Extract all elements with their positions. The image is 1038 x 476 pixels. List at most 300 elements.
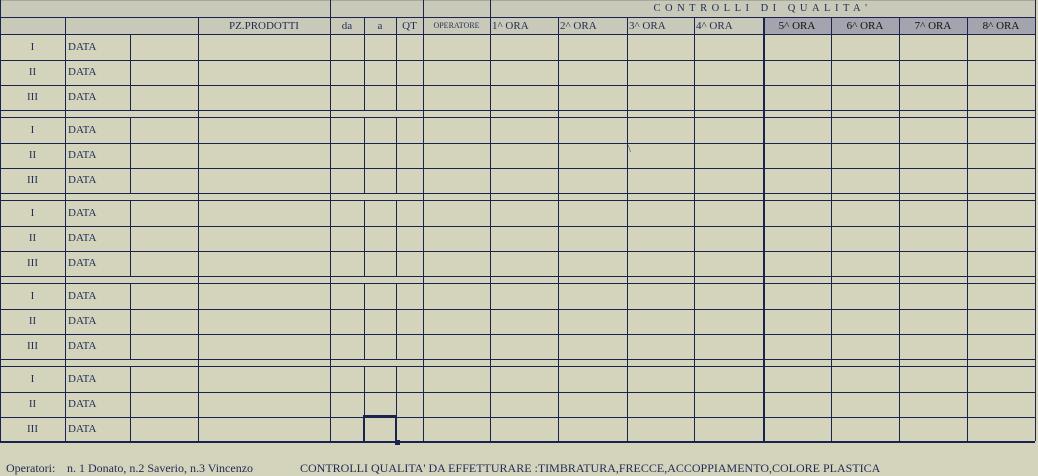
row-number-II: II xyxy=(28,149,37,161)
entry-cell[interactable] xyxy=(694,417,763,442)
entry-cell[interactable] xyxy=(396,251,423,276)
entry-cell[interactable] xyxy=(763,284,831,309)
entry-cell[interactable] xyxy=(198,143,330,168)
entry-cell[interactable] xyxy=(423,226,490,251)
entry-cell[interactable] xyxy=(330,201,364,226)
entry-cell[interactable] xyxy=(831,143,899,168)
entry-cell[interactable] xyxy=(330,226,364,251)
entry-cell[interactable] xyxy=(558,284,627,309)
entry-cell[interactable] xyxy=(396,392,423,417)
row-number-II: II xyxy=(28,66,37,78)
entry-cell[interactable] xyxy=(967,417,1035,442)
row-number-I: I xyxy=(30,290,35,302)
grid-hline xyxy=(0,17,1035,18)
grid-vline xyxy=(0,0,1,441)
entry-cell[interactable] xyxy=(490,284,558,309)
entry-cell[interactable] xyxy=(694,201,763,226)
grid-vline xyxy=(396,284,397,359)
grid-vline xyxy=(396,201,397,276)
row-number-II: II xyxy=(28,398,37,410)
entry-cell[interactable] xyxy=(490,168,558,193)
entry-cell[interactable] xyxy=(130,118,198,143)
entry-cell[interactable] xyxy=(330,35,364,60)
entry-cell[interactable] xyxy=(899,35,967,60)
entry-cell[interactable] xyxy=(694,85,763,110)
entry-cell[interactable] xyxy=(130,85,198,110)
row-number-III: III xyxy=(27,174,38,186)
grid-vline xyxy=(330,18,331,441)
entry-cell[interactable] xyxy=(130,226,198,251)
grid-hline xyxy=(0,85,1035,86)
entry-cell[interactable] xyxy=(558,392,627,417)
grid-hline xyxy=(0,193,1035,194)
entry-cell[interactable] xyxy=(330,60,364,85)
grid-vline xyxy=(423,0,424,18)
entry-cell[interactable] xyxy=(423,201,490,226)
entry-cell[interactable] xyxy=(558,118,627,143)
entry-cell[interactable] xyxy=(627,251,694,276)
entry-cell[interactable] xyxy=(364,392,396,417)
entry-cell[interactable] xyxy=(198,309,330,334)
data-label: DATA xyxy=(68,124,97,136)
entry-cell[interactable] xyxy=(763,334,831,359)
data-label: DATA xyxy=(68,290,97,302)
operators-label: Operatori: xyxy=(6,461,56,475)
entry-cell[interactable] xyxy=(899,85,967,110)
grid-vline xyxy=(490,18,491,441)
entry-cell[interactable] xyxy=(694,143,763,168)
entry-cell[interactable] xyxy=(899,309,967,334)
grid-hline xyxy=(0,143,1035,144)
data-label: DATA xyxy=(68,423,97,435)
entry-cell[interactable] xyxy=(763,226,831,251)
entry-cell[interactable] xyxy=(763,417,831,442)
entry-cell[interactable] xyxy=(198,334,330,359)
entry-cell[interactable] xyxy=(763,392,831,417)
entry-cell[interactable] xyxy=(831,417,899,442)
entry-cell[interactable] xyxy=(831,392,899,417)
entry-cell[interactable] xyxy=(130,309,198,334)
entry-cell[interactable] xyxy=(627,367,694,392)
entry-cell[interactable] xyxy=(627,226,694,251)
entry-cell[interactable] xyxy=(558,85,627,110)
entry-cell[interactable] xyxy=(198,118,330,143)
row-number-I: I xyxy=(30,207,35,219)
hour-header-1: 1^ ORA xyxy=(490,18,558,34)
hour-header-3: 3^ ORA xyxy=(627,18,694,34)
grid-vline xyxy=(1035,0,1036,441)
entry-cell[interactable] xyxy=(198,392,330,417)
grid-vline xyxy=(490,0,491,18)
entry-cell[interactable] xyxy=(396,118,423,143)
entry-cell[interactable] xyxy=(831,309,899,334)
entry-cell[interactable] xyxy=(967,251,1035,276)
entry-cell[interactable] xyxy=(330,367,364,392)
entry-cell[interactable] xyxy=(130,143,198,168)
entry-cell[interactable] xyxy=(490,118,558,143)
hour-header-7: 7^ ORA xyxy=(899,18,967,34)
entry-cell[interactable] xyxy=(490,85,558,110)
entry-cell[interactable] xyxy=(967,392,1035,417)
entry-cell[interactable] xyxy=(899,201,967,226)
entry-cell[interactable] xyxy=(967,168,1035,193)
entry-cell[interactable] xyxy=(364,334,396,359)
entry-cell[interactable] xyxy=(130,334,198,359)
entry-cell[interactable] xyxy=(763,309,831,334)
entry-cell[interactable] xyxy=(423,392,490,417)
da-header: da xyxy=(330,18,364,34)
entry-cell[interactable] xyxy=(330,309,364,334)
entry-cell[interactable] xyxy=(198,168,330,193)
entry-cell[interactable] xyxy=(899,284,967,309)
data-label: DATA xyxy=(68,257,97,269)
entry-cell[interactable] xyxy=(967,367,1035,392)
entry-cell[interactable] xyxy=(396,60,423,85)
entry-cell[interactable] xyxy=(831,168,899,193)
row-number-II: II xyxy=(28,232,37,244)
row-number-III: III xyxy=(27,340,38,352)
entry-cell[interactable] xyxy=(490,143,558,168)
grid-hline xyxy=(0,283,1035,284)
entry-cell[interactable] xyxy=(694,35,763,60)
entry-cell[interactable] xyxy=(627,284,694,309)
entry-cell[interactable] xyxy=(364,309,396,334)
entry-cell[interactable] xyxy=(198,60,330,85)
entry-cell[interactable] xyxy=(423,251,490,276)
entry-cell[interactable] xyxy=(130,201,198,226)
entry-cell[interactable] xyxy=(627,168,694,193)
entry-cell[interactable] xyxy=(899,367,967,392)
quality-controls-title: CONTROLLI DI QUALITA' xyxy=(490,0,1035,18)
entry-cell[interactable] xyxy=(967,60,1035,85)
entry-cell[interactable] xyxy=(763,118,831,143)
entry-cell[interactable] xyxy=(763,35,831,60)
entry-cell[interactable] xyxy=(627,85,694,110)
entry-cell[interactable] xyxy=(899,334,967,359)
entry-cell[interactable] xyxy=(396,417,423,442)
grid-vline xyxy=(130,201,131,276)
entry-cell[interactable] xyxy=(490,392,558,417)
entry-cell[interactable] xyxy=(558,417,627,442)
entry-cell[interactable] xyxy=(423,35,490,60)
selection-fill-handle[interactable] xyxy=(395,440,400,445)
entry-cell[interactable] xyxy=(558,143,627,168)
entry-cell[interactable] xyxy=(330,143,364,168)
entry-cell[interactable] xyxy=(198,201,330,226)
entry-cell[interactable] xyxy=(899,60,967,85)
entry-cell[interactable] xyxy=(967,118,1035,143)
entry-cell[interactable] xyxy=(130,251,198,276)
entry-cell[interactable] xyxy=(967,35,1035,60)
grid-hline xyxy=(0,334,1035,335)
entry-cell[interactable] xyxy=(423,118,490,143)
entry-cell[interactable] xyxy=(423,334,490,359)
grid-vline xyxy=(396,35,397,110)
entry-cell[interactable] xyxy=(899,168,967,193)
grid-vline xyxy=(364,284,365,359)
entry-cell[interactable] xyxy=(899,226,967,251)
grid-hline xyxy=(0,60,1035,61)
entry-cell[interactable] xyxy=(423,309,490,334)
entry-cell[interactable] xyxy=(396,168,423,193)
operators-list: n. 1 Donato, n.2 Saverio, n.3 Vincenzo xyxy=(67,461,254,475)
entry-cell[interactable] xyxy=(364,251,396,276)
entry-cell[interactable] xyxy=(763,168,831,193)
entry-cell[interactable] xyxy=(558,35,627,60)
entry-cell[interactable] xyxy=(490,367,558,392)
entry-cell[interactable] xyxy=(558,168,627,193)
entry-cell[interactable] xyxy=(694,309,763,334)
entry-cell[interactable] xyxy=(364,226,396,251)
entry-cell[interactable] xyxy=(396,85,423,110)
entry-cell[interactable] xyxy=(130,168,198,193)
entry-cell[interactable] xyxy=(130,284,198,309)
entry-cell[interactable] xyxy=(490,417,558,442)
grid-hline xyxy=(0,226,1035,227)
entry-cell[interactable] xyxy=(763,367,831,392)
row-number-I: I xyxy=(30,124,35,136)
data-label: DATA xyxy=(68,91,97,103)
entry-cell[interactable] xyxy=(130,417,198,442)
entry-cell[interactable] xyxy=(899,143,967,168)
entry-cell[interactable] xyxy=(330,417,364,442)
data-label: DATA xyxy=(68,373,97,385)
entry-cell[interactable] xyxy=(490,251,558,276)
entry-cell[interactable] xyxy=(364,367,396,392)
entry-cell[interactable] xyxy=(967,284,1035,309)
grid-vline xyxy=(423,18,424,441)
entry-cell[interactable] xyxy=(423,143,490,168)
entry-cell[interactable] xyxy=(831,118,899,143)
entry-cell[interactable] xyxy=(763,60,831,85)
entry-cell[interactable] xyxy=(198,284,330,309)
grid-vline xyxy=(396,118,397,193)
grid-hline xyxy=(0,34,1035,35)
entry-cell[interactable] xyxy=(396,201,423,226)
entry-cell[interactable] xyxy=(763,201,831,226)
entry-cell[interactable] xyxy=(967,334,1035,359)
entry-cell[interactable] xyxy=(899,118,967,143)
entry-cell[interactable] xyxy=(198,85,330,110)
stray-mark: \ xyxy=(628,145,631,155)
entry-cell[interactable] xyxy=(364,60,396,85)
entry-cell[interactable] xyxy=(396,367,423,392)
grid-hline xyxy=(0,309,1035,310)
entry-cell[interactable] xyxy=(694,60,763,85)
entry-cell[interactable] xyxy=(130,367,198,392)
entry-cell[interactable] xyxy=(694,251,763,276)
entry-cell[interactable] xyxy=(423,417,490,442)
grid-hline xyxy=(0,359,1035,360)
entry-cell[interactable] xyxy=(831,226,899,251)
row-number-I: I xyxy=(30,373,35,385)
entry-cell[interactable] xyxy=(423,60,490,85)
entry-cell[interactable] xyxy=(490,226,558,251)
grid-vline xyxy=(364,35,365,110)
row-number-III: III xyxy=(27,91,38,103)
entry-cell[interactable] xyxy=(831,35,899,60)
entry-cell[interactable] xyxy=(330,168,364,193)
entry-cell[interactable] xyxy=(198,367,330,392)
data-label: DATA xyxy=(68,398,97,410)
entry-cell[interactable] xyxy=(130,35,198,60)
grid-vline xyxy=(364,18,365,34)
entry-cell[interactable] xyxy=(198,35,330,60)
entry-cell[interactable] xyxy=(330,334,364,359)
grid-vline xyxy=(396,18,397,34)
entry-cell[interactable] xyxy=(330,85,364,110)
entry-cell[interactable] xyxy=(899,392,967,417)
entry-cell[interactable] xyxy=(694,226,763,251)
data-label: DATA xyxy=(68,207,97,219)
entry-cell[interactable] xyxy=(130,392,198,417)
entry-cell[interactable] xyxy=(899,251,967,276)
entry-cell[interactable] xyxy=(763,251,831,276)
grid-hline xyxy=(0,251,1035,252)
grid-hline xyxy=(0,0,1035,1)
grid-vline xyxy=(831,18,832,441)
entry-cell[interactable] xyxy=(330,118,364,143)
grid-vline xyxy=(763,18,765,441)
data-label: DATA xyxy=(68,315,97,327)
entry-cell[interactable] xyxy=(627,60,694,85)
entry-cell[interactable] xyxy=(967,201,1035,226)
entry-cell[interactable] xyxy=(763,85,831,110)
entry-cell[interactable] xyxy=(694,367,763,392)
hour-header-5: 5^ ORA xyxy=(763,18,831,34)
grid-hline xyxy=(0,441,1035,442)
entry-cell[interactable] xyxy=(330,251,364,276)
entry-cell[interactable] xyxy=(694,334,763,359)
entry-cell[interactable] xyxy=(967,309,1035,334)
entry-cell[interactable] xyxy=(967,143,1035,168)
operatore-header: OPERATORE xyxy=(423,18,490,34)
entry-cell[interactable] xyxy=(831,251,899,276)
entry-cell[interactable] xyxy=(627,309,694,334)
entry-cell[interactable] xyxy=(396,334,423,359)
entry-cell[interactable] xyxy=(558,201,627,226)
entry-cell[interactable] xyxy=(558,60,627,85)
entry-cell[interactable] xyxy=(364,143,396,168)
grid-vline xyxy=(627,18,628,441)
entry-cell[interactable] xyxy=(831,60,899,85)
entry-cell[interactable] xyxy=(627,392,694,417)
grid-vline xyxy=(364,118,365,193)
entry-cell[interactable] xyxy=(490,60,558,85)
entry-cell[interactable] xyxy=(364,201,396,226)
entry-cell[interactable] xyxy=(396,284,423,309)
entry-cell[interactable] xyxy=(364,85,396,110)
grid-vline xyxy=(364,201,365,276)
entry-cell[interactable] xyxy=(396,309,423,334)
entry-cell[interactable] xyxy=(330,284,364,309)
grid-vline xyxy=(899,18,900,441)
entry-cell[interactable] xyxy=(364,118,396,143)
entry-cell[interactable] xyxy=(490,309,558,334)
entry-cell[interactable] xyxy=(831,284,899,309)
entry-cell[interactable] xyxy=(364,35,396,60)
entry-cell[interactable] xyxy=(694,118,763,143)
data-label: DATA xyxy=(68,149,97,161)
entry-cell[interactable] xyxy=(396,35,423,60)
row-number-II: II xyxy=(28,315,37,327)
grid-vline xyxy=(330,0,331,18)
entry-cell[interactable] xyxy=(198,226,330,251)
entry-cell[interactable] xyxy=(423,85,490,110)
entry-cell[interactable] xyxy=(558,334,627,359)
entry-cell[interactable] xyxy=(627,118,694,143)
entry-cell[interactable] xyxy=(490,35,558,60)
header-blank xyxy=(0,18,198,34)
hour-header-6: 6^ ORA xyxy=(831,18,899,34)
grid-vline xyxy=(130,35,131,110)
entry-cell[interactable] xyxy=(694,392,763,417)
grid-hline xyxy=(0,417,1035,418)
entry-cell[interactable] xyxy=(558,309,627,334)
entry-cell[interactable] xyxy=(558,226,627,251)
data-label: DATA xyxy=(68,41,97,53)
entry-cell[interactable] xyxy=(423,168,490,193)
grid-vline xyxy=(694,18,695,441)
entry-cell[interactable] xyxy=(396,226,423,251)
entry-cell[interactable] xyxy=(198,417,330,442)
row-number-III: III xyxy=(27,423,38,435)
entry-cell[interactable] xyxy=(364,284,396,309)
grid-hline xyxy=(0,168,1035,169)
entry-cell[interactable] xyxy=(364,168,396,193)
data-label: DATA xyxy=(68,174,97,186)
header-blank xyxy=(0,0,330,18)
entry-cell[interactable] xyxy=(831,201,899,226)
entry-cell[interactable] xyxy=(967,85,1035,110)
entry-cell[interactable] xyxy=(423,367,490,392)
entry-cell[interactable] xyxy=(694,284,763,309)
entry-cell[interactable] xyxy=(627,201,694,226)
entry-cell[interactable] xyxy=(627,35,694,60)
entry-cell[interactable] xyxy=(423,284,490,309)
entry-cell[interactable] xyxy=(763,143,831,168)
entry-cell[interactable] xyxy=(330,392,364,417)
entry-cell[interactable] xyxy=(967,226,1035,251)
entry-cell[interactable] xyxy=(627,334,694,359)
grid-hline xyxy=(0,392,1035,393)
entry-cell[interactable] xyxy=(490,201,558,226)
grid-hline xyxy=(0,442,1035,443)
grid-vline xyxy=(967,18,968,441)
entry-cell[interactable] xyxy=(130,60,198,85)
grid-vline xyxy=(198,18,199,441)
data-label: DATA xyxy=(68,66,97,78)
entry-cell[interactable] xyxy=(558,251,627,276)
a-header: a xyxy=(364,18,396,34)
grid-vline xyxy=(130,367,131,442)
grid-hline xyxy=(0,110,1035,111)
entry-cell[interactable] xyxy=(831,334,899,359)
entry-cell[interactable] xyxy=(831,367,899,392)
grid-hline xyxy=(0,117,1035,118)
entry-cell[interactable] xyxy=(396,143,423,168)
selected-cell[interactable] xyxy=(363,415,397,443)
entry-cell[interactable] xyxy=(198,251,330,276)
grid-vline xyxy=(130,284,131,359)
pz-prodotti-header: PZ.PRODOTTI xyxy=(198,18,330,34)
entry-cell[interactable] xyxy=(831,85,899,110)
entry-cell[interactable] xyxy=(490,334,558,359)
entry-cell[interactable] xyxy=(627,417,694,442)
entry-cell[interactable] xyxy=(558,367,627,392)
entry-cell[interactable] xyxy=(899,417,967,442)
entry-cell[interactable] xyxy=(694,168,763,193)
